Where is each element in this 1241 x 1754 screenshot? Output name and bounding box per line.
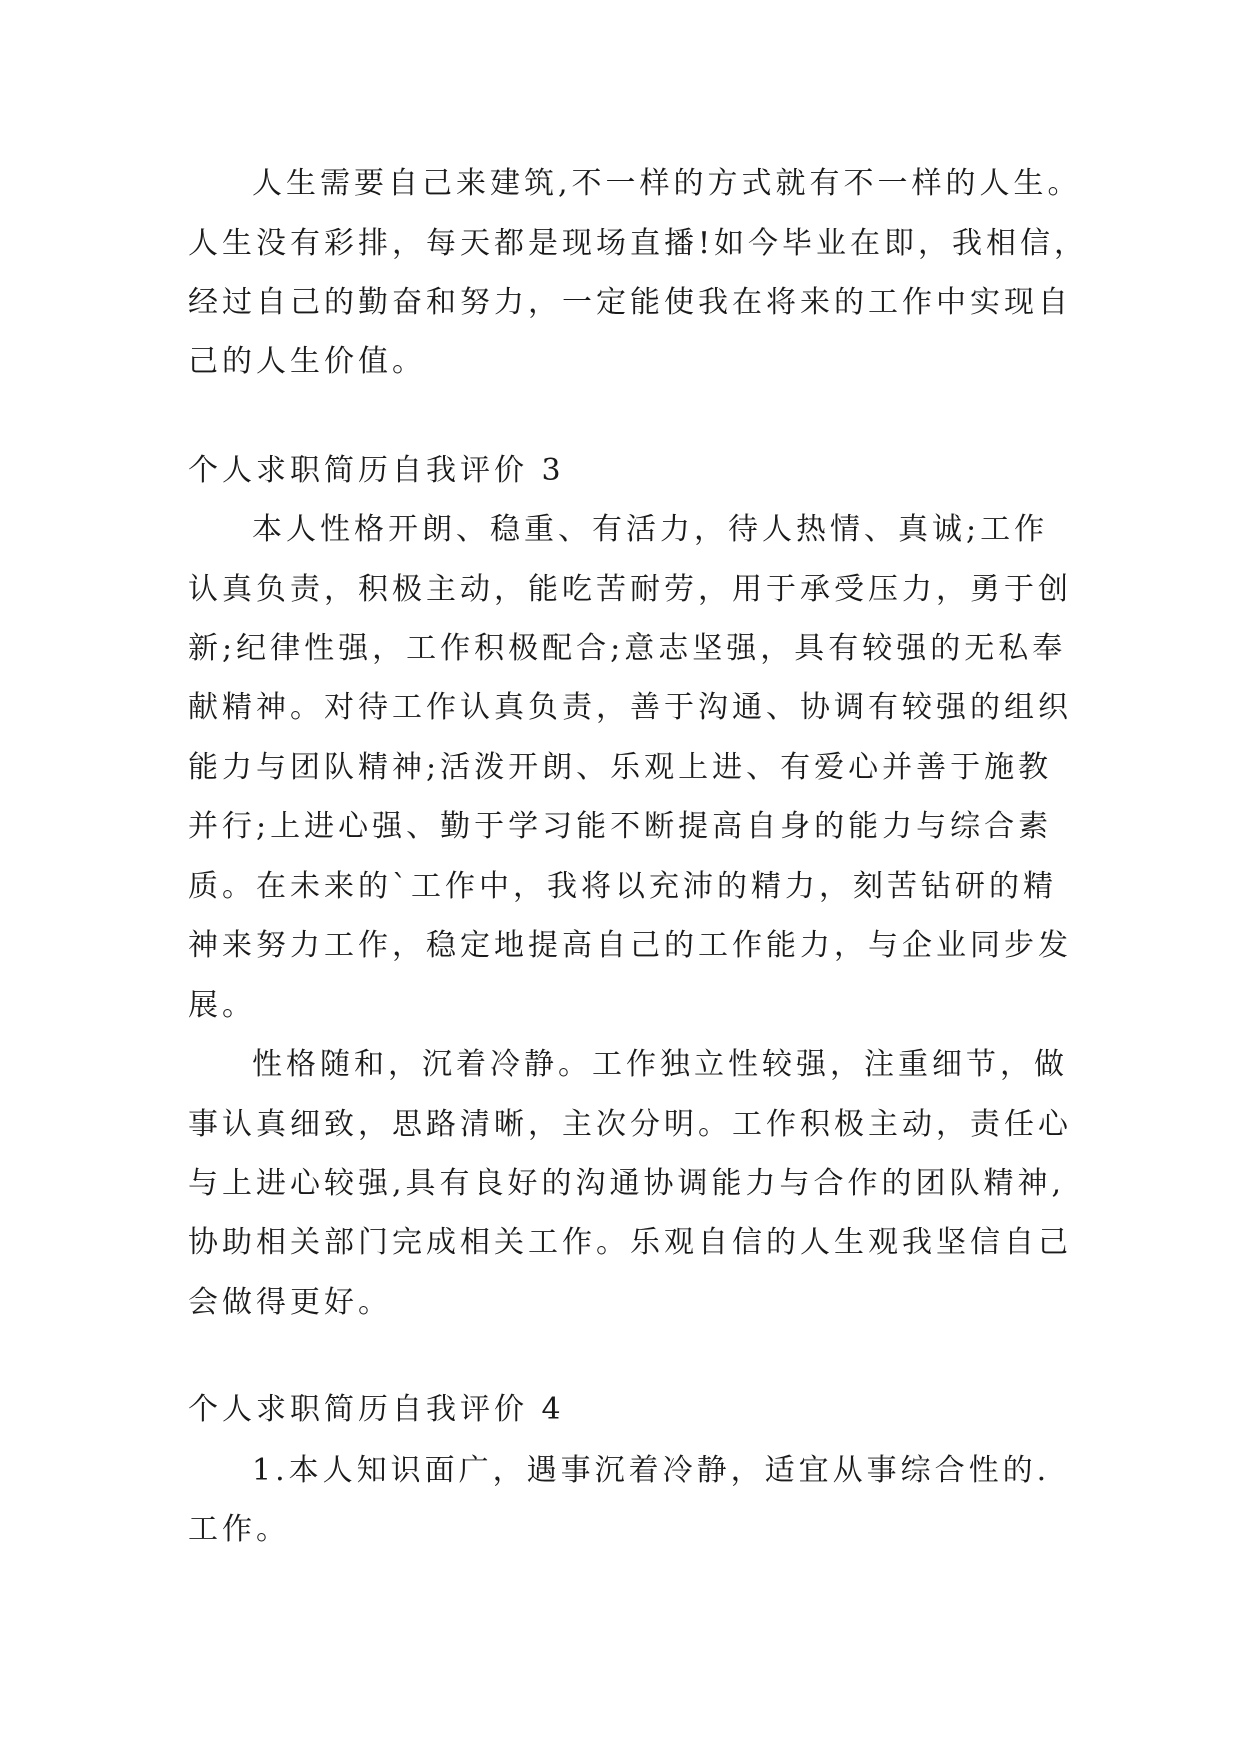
paragraph-line: 己的人生价值。 xyxy=(188,344,426,379)
paragraph-line: 1.本人知识面广，遇事沉着冷静，适宜从事综合性的. xyxy=(252,1453,1051,1488)
paragraph-line: 工作。 xyxy=(188,1512,290,1547)
paragraph-line: 事认真细致，思路清晰，主次分明。工作积极主动，责任心 xyxy=(188,1107,1072,1142)
paragraph-line: 经过自己的勤奋和努力，一定能使我在将来的工作中实现自 xyxy=(188,285,1072,320)
paragraph-line: 展。 xyxy=(188,988,256,1023)
paragraph-line: 协助相关部门完成相关工作。乐观自信的人生观我坚信自己 xyxy=(188,1225,1072,1260)
paragraph-line: 神来努力工作，稳定地提高自己的工作能力，与企业同步发 xyxy=(188,928,1072,963)
paragraph-line: 质。在未来的`工作中，我将以充沛的精力，刻苦钻研的精 xyxy=(188,869,1057,904)
section-heading: 个人求职简历自我评价 4 xyxy=(188,1392,565,1427)
paragraph-line: 会做得更好。 xyxy=(188,1285,392,1320)
paragraph-line: 并行;上进心强、勤于学习能不断提高自身的能力与综合素 xyxy=(188,809,1053,844)
paragraph-line: 性格随和，沉着冷静。工作独立性较强，注重细节，做 xyxy=(252,1047,1068,1082)
paragraph-line: 本人性格开朗、稳重、有活力，待人热情、真诚;工作 xyxy=(252,512,1049,547)
paragraph-line: 献精神。对待工作认真负责，善于沟通、协调有较强的组织 xyxy=(188,690,1072,725)
paragraph-line: 能力与团队精神;活泼开朗、乐观上进、有爱心并善于施教 xyxy=(188,750,1053,785)
section-heading: 个人求职简历自我评价 3 xyxy=(188,453,565,488)
paragraph-line: 认真负责，积极主动，能吃苦耐劳，用于承受压力，勇于创 xyxy=(188,572,1072,607)
paragraph-line: 人生没有彩排，每天都是现场直播!如今毕业在即，我相信， xyxy=(188,226,1089,261)
paragraph-line: 新;纪律性强，工作积极配合;意志坚强，具有较强的无私奉 xyxy=(188,631,1067,666)
paragraph-line: 人生需要自己来建筑,不一样的方式就有不一样的人生。 xyxy=(252,166,1082,201)
paragraph-line: 与上进心较强,具有良好的沟通协调能力与合作的团队精神, xyxy=(188,1166,1066,1201)
